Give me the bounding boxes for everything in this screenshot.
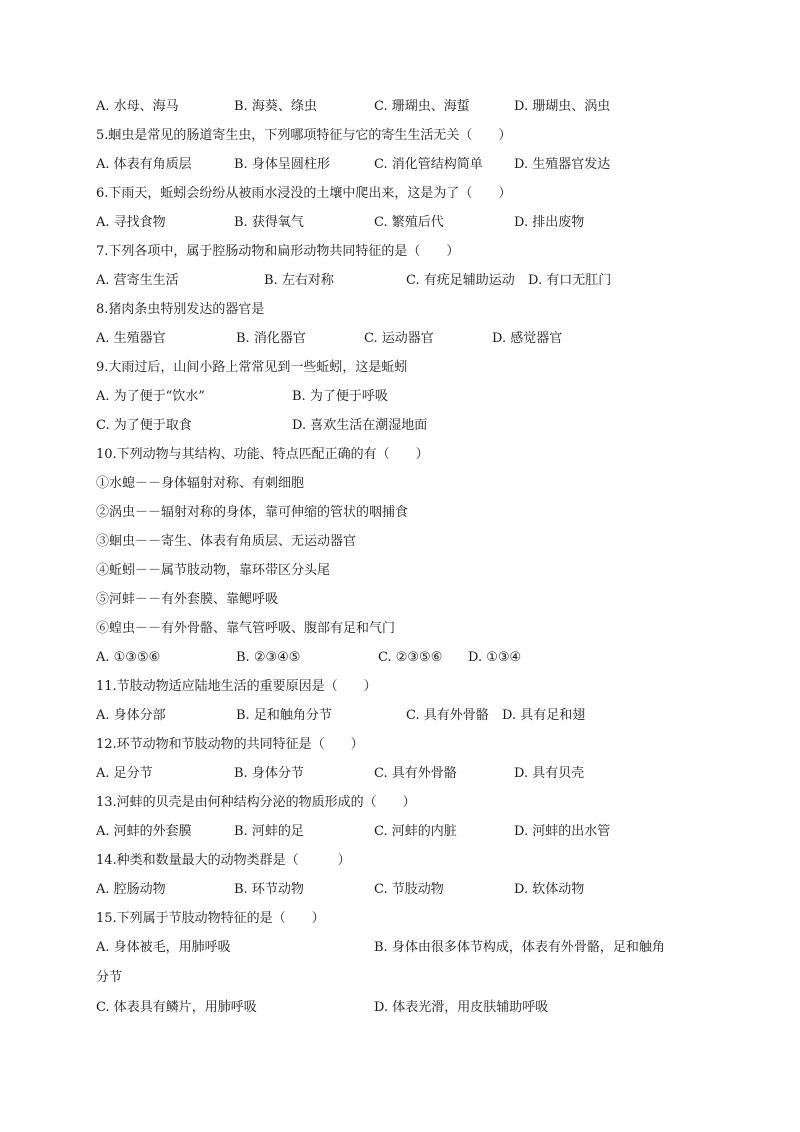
q14-stem: 14.种类和数量最大的动物类群是（ ） [96, 853, 351, 868]
q13-option-b: B. 河蚌的足 [234, 824, 304, 839]
q10-stem: 10.下列动物与其结构、功能、特点匹配正确的有（ ） [96, 447, 429, 462]
q10-option-d: D. ①③④ [468, 650, 522, 665]
q8-stem: 8.猪肉条虫特别发达的器官是 [96, 302, 265, 317]
q7-option-d: D. 有口无肛门 [528, 273, 612, 288]
q4-option-b: B. 海葵、绦虫 [234, 99, 317, 114]
q7-stem: 7.下列各项中，属于腔肠动物和扁形动物共同特征的是（ ） [96, 244, 460, 259]
q13-option-d: D. 河蚌的出水管 [514, 824, 611, 839]
q7-option-a: A. 营寄生生活 [96, 273, 179, 288]
q6-option-b: B. 获得氧气 [234, 215, 304, 230]
q10-item-4: ④蚯蚓－－属节肢动物，靠环带区分头尾 [96, 563, 331, 578]
q8-option-a: A. 生殖器官 [96, 331, 166, 346]
q14-option-a: A. 腔肠动物 [96, 882, 166, 897]
q9-option-a: A. 为了便于“饮水” [96, 389, 205, 404]
q12-option-b: B. 身体分节 [234, 766, 304, 781]
q12-option-a: A. 足分节 [96, 766, 153, 781]
q15-option-a: A. 身体被毛，用肺呼吸 [96, 940, 231, 955]
q10-option-c: C. ②③⑤⑥ [378, 650, 443, 665]
q6-option-a: A. 寻找食物 [96, 215, 166, 230]
q11-stem: 11.节肢动物适应陆地生活的重要原因是（ ） [96, 679, 377, 694]
q14-option-b: B. 环节动物 [234, 882, 304, 897]
q5-option-a: A. 体表有角质层 [96, 157, 192, 172]
q9-stem: 9.大雨过后，山间小路上常常见到一些蚯蚓，这是蚯蚓 [96, 360, 408, 375]
q9-option-c: C. 为了便于取食 [96, 418, 192, 433]
q7-option-c: C. 有疣足辅助运动 [406, 273, 515, 288]
q11-option-d: D. 具有足和翅 [502, 708, 586, 723]
q10-item-5: ⑤河蚌－－有外套膜、靠鳃呼吸 [96, 592, 279, 607]
q10-option-b: B. ②③④⑤ [236, 650, 301, 665]
q5-option-b: B. 身体呈圆柱形 [234, 157, 330, 172]
q8-option-b: B. 消化器官 [236, 331, 306, 346]
q13-stem: 13.河蚌的贝壳是由何种结构分泌的物质形成的（ ） [96, 795, 416, 810]
q15-option-c: C. 体表具有鳞片，用肺呼吸 [96, 1000, 257, 1015]
q13-option-a: A. 河蚌的外套膜 [96, 824, 192, 839]
q14-option-c: C. 节肢动物 [374, 882, 444, 897]
q11-option-b: B. 足和触角分节 [236, 708, 332, 723]
q4-option-a: A. 水母、海马 [96, 99, 179, 114]
q8-option-d: D. 感觉器官 [492, 331, 563, 346]
q15-option-d: D. 体表光滑，用皮肤辅助呼吸 [374, 1000, 549, 1015]
q5-stem: 5.蛔虫是常见的肠道寄生虫，下列哪项特征与它的寄生生活无关（ ） [96, 128, 512, 143]
q10-item-1: ①水螅－－身体辐射对称、有刺细胞 [96, 476, 305, 491]
q11-option-c: C. 具有外骨骼 [406, 708, 489, 723]
q13-option-c: C. 河蚌的内脏 [374, 824, 457, 839]
q12-stem: 12.环节动物和节肢动物的共同特征是（ ） [96, 737, 364, 752]
q7-option-b: B. 左右对称 [264, 273, 334, 288]
q6-option-d: D. 排出废物 [514, 215, 585, 230]
q5-option-c: C. 消化管结构简单 [374, 157, 483, 172]
q11-option-a: A. 身体分部 [96, 708, 166, 723]
q10-item-3: ③蛔虫－－寄生、体表有角质层、无运动器官 [96, 534, 357, 549]
q8-option-c: C. 运动器官 [364, 331, 434, 346]
q15-stem: 15.下列属于节肢动物特征的是（ ） [96, 911, 325, 926]
q12-option-d: D. 具有贝壳 [514, 766, 585, 781]
q10-option-a: A. ①③⑤⑥ [96, 650, 161, 665]
q4-option-d: D. 珊瑚虫、涡虫 [514, 99, 611, 114]
q5-option-d: D. 生殖器官发达 [514, 157, 611, 172]
q6-stem: 6.下雨天，蚯蚓会纷纷从被雨水浸没的土壤中爬出来，这是为了（ ） [96, 186, 512, 201]
q12-option-c: C. 具有外骨骼 [374, 766, 457, 781]
q10-item-2: ②涡虫－－辐射对称的身体，靠可伸缩的管状的咽捕食 [96, 505, 409, 520]
q4-option-c: C. 珊瑚虫、海蜇 [374, 99, 470, 114]
q6-option-c: C. 繁殖后代 [374, 215, 444, 230]
q14-option-d: D. 软体动物 [514, 882, 585, 897]
q9-option-b: B. 为了便于呼吸 [292, 389, 388, 404]
q9-option-d: D. 喜欢生活在潮湿地面 [292, 418, 428, 433]
q10-item-6: ⑥蝗虫－－有外骨骼、靠气管呼吸、腹部有足和气门 [96, 621, 396, 636]
q15-option-b: B. 身体由很多体节构成，体表有外骨骼，足和触角 [374, 940, 665, 955]
q15-option-b-continued: 分节 [96, 970, 123, 985]
